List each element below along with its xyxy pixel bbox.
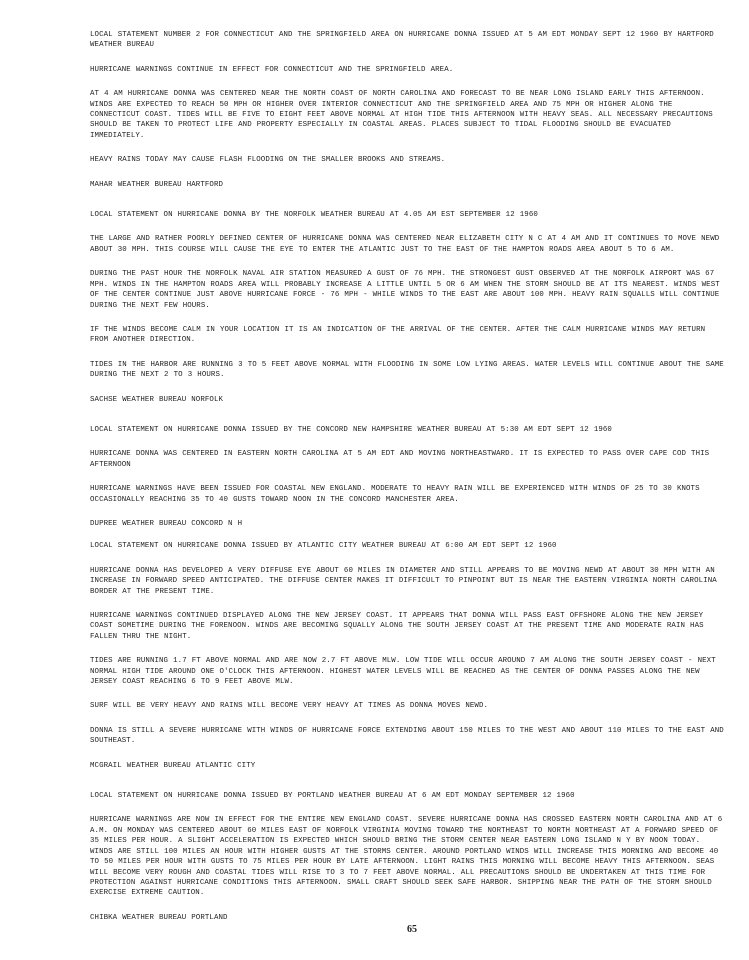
statement-norfolk: [90, 210, 725, 405]
statement-paragraph: TIDES ARE RUNNING 1.7 FT ABOVE NORMAL AND ARE NOW 2.7 FT ABOVE MLW. LOW TIDE WILL OCCUR AROUND 7 AM ALONG THE SOUTH JERSEY COAST - NEXT NORMAL HIGH TIDE AROUND ONE O'CLOCK THIS AFTERNOON. HIGHEST WATER LEVELS WILL BE REACHED AS THE CENTER OF DONNA PASSES ALONG THE NEW JERSEY COAST REACHING 6 TO 9 FEET ABOVE MLW.: [90, 657, 716, 687]
statement-signature: DUPREE WEATHER BUREAU CONCORD N H: [90, 519, 243, 528]
statement-header: LOCAL STATEMENT ON HURRICANE DONNA ISSUED BY PORTLAND WEATHER BUREAU AT 6 AM EDT MONDAY SEPTEMBER 12 1960: [90, 792, 575, 801]
statement-paragraph: HURRICANE WARNINGS HAVE BEEN ISSUED FOR COASTAL NEW ENGLAND. MODERATE TO HEAVY RAIN WILL BE EXPERIENCED WITH WINDS OF 25 TO 30 KNOTS OCCASIONALLY REACHING 35 TO 40 GUSTS TOWARD NOON IN THE CONCORD MANCHESTER AREA.: [90, 485, 700, 504]
statement-header: LOCAL STATEMENT ON HURRICANE DONNA BY THE NORFOLK WEATHER BUREAU AT 4.05 AM EST SEPTEMBER 12 1960: [90, 211, 538, 220]
statement-paragraph: HURRICANE WARNINGS CONTINUE IN EFFECT FOR CONNECTICUT AND THE SPRINGFIELD AREA.: [90, 65, 454, 74]
statement-signature: CHIBKA WEATHER BUREAU PORTLAND: [90, 913, 228, 922]
statement-signature: MAHAR WEATHER BUREAU HARTFORD: [90, 180, 224, 189]
statement-hartford: [90, 30, 725, 190]
statement-header: LOCAL STATEMENT NUMBER 2 FOR CONNECTICUT AND THE SPRINGFIELD AREA ON HURRICANE DONNA ISSUED AT 5 AM EDT MONDAY SEPT 12 1960 BY HARTFORD WEATHER BUREAU: [90, 31, 714, 50]
statement-header: LOCAL STATEMENT ON HURRICANE DONNA ISSUED BY THE CONCORD NEW HAMPSHIRE WEATHER BUREAU AT 5:30 AM EDT SEPT 12 1960: [90, 425, 612, 434]
statement-paragraph: HURRICANE WARNINGS CONTINUED DISPLAYED ALONG THE NEW JERSEY COAST. IT APPEARS THAT DONNA WILL PASS EAST OFFSHORE ALONG THE NEW JERSEY COAST SOMETIME DURING THE FORENOON. WINDS ARE BECOMING SQUALLY ALONG THE SOUTH JERSEY COAST AT THE PRESENT TIME AND MODERATE RAIN HAS FALLEN THRU THE NIGHT.: [90, 612, 704, 641]
statement-concord: [90, 425, 725, 529]
statement-paragraph: AT 4 AM HURRICANE DONNA WAS CENTERED NEAR THE NORTH COAST OF NORTH CAROLINA AND FORECAST TO BE NEAR LONG ISLAND EARLY THIS AFTERNOON. WINDS ARE EXPECTED TO REACH 50 MPH OR HIGHER OVER INTERIOR CONNECTICUT AND THE SPRINGFIELD AREA AND 75 MPH OR HIGHER ALONG THE CONNECTICUT COAST. TIDES WILL BE FIVE TO EIGHT FEET ABOVE NORMAL AT HIGH TIDE THIS AFTERNOON WITH HEAVY SEAS. ALL NECESSARY PRECAUTIONS SHOULD BE TAKEN TO PROTECT LIFE AND PROPERTY ESPECIALLY IN COASTAL AREAS. PLACES SUBJECT TO TIDAL FLOODING SHOULD BE EVACUATED IMMEDIATELY.: [90, 90, 713, 140]
statement-portland: [90, 791, 725, 923]
statement-signature: SACHSE WEATHER BUREAU NORFOLK: [90, 395, 224, 404]
statement-paragraph: HEAVY RAINS TODAY MAY CAUSE FLASH FLOODING ON THE SMALLER BROOKS AND STREAMS.: [90, 156, 446, 165]
statement-header: LOCAL STATEMENT ON HURRICANE DONNA ISSUED BY ATLANTIC CITY WEATHER BUREAU AT 6:00 AM EDT SEPT 12 1960: [90, 542, 557, 551]
statement-paragraph: TIDES IN THE HARBOR ARE RUNNING 3 TO 5 FEET ABOVE NORMAL WITH FLOODING IN SOME LOW LYING AREAS. WATER LEVELS WILL CONTINUE ABOUT THE SAME DURING THE NEXT 2 TO 3 HOURS.: [90, 360, 724, 380]
statement-paragraph: DONNA IS STILL A SEVERE HURRICANE WITH WINDS OF HURRICANE FORCE EXTENDING ABOUT 150 MILES TO THE WEST AND ABOUT 110 MILES TO THE EAST AND SOUTHEAST.: [90, 726, 724, 746]
statement-paragraph: HURRICANE DONNA WAS CENTERED IN EASTERN NORTH CAROLINA AT 5 AM EDT AND MOVING NORTHEASTWARD. IT IS EXPECTED TO PASS OVER CAPE COD THIS AFTERNOON: [90, 450, 710, 469]
statement-paragraph: THE LARGE AND RATHER POORLY DEFINED CENTER OF HURRICANE DONNA WAS CENTERED NEAR ELIZABETH CITY N C AT 4 AM AND IT CONTINUES TO MOVE NEWD ABOUT 30 MPH. THIS COURSE WILL CAUSE THE EYE TO ENTER THE ATLANTIC JUST TO THE EAST OF THE HAMPTON ROADS AREA ABOUT 5 TO 6 AM.: [90, 235, 720, 254]
page-number: 65: [407, 924, 417, 935]
statement-paragraph: HURRICANE DONNA HAS DEVELOPED A VERY DIFFUSE EYE ABOUT 60 MILES IN DIAMETER AND STILL APPEARS TO BE MOVING NEWD AT ABOUT 30 MPH WITH AN INCREASE IN FORWARD SPEED ANTICIPATED. THE DIFFUSE CENTER MAKES IT DIFFICULT TO PINPOINT BUT IS NEAR THE EASTERN VIRGINIA NORTH CAROLINA BORDER AT THE PRESENT TIME.: [90, 566, 717, 596]
statement-paragraph: SURF WILL BE VERY HEAVY AND RAINS WILL BECOME VERY HEAVY AT TIMES AS DONNA MOVES NEWD.: [90, 702, 489, 711]
statement-paragraph: DURING THE PAST HOUR THE NORFOLK NAVAL AIR STATION MEASURED A GUST OF 76 MPH. THE STRONGEST GUST OBSERVED AT THE NORFOLK AIRPORT WAS 67 MPH. WINDS IN THE HAMPTON ROADS AREA WILL PROBABLY INCREASE A LITTLE UNTIL 5 OR 6 AM WHEN THE STORM SHOULD BE AT ITS NEAREST. WINDS WEST OF THE CENTER CONTINUE JUST ABOVE HURRICANE FORCE - 76 MPH - WHILE WINDS TO THE EAST ARE ABOUT 100 MPH. HEAVY RAIN SQUALLS WILL CONTINUE DURING THE NEXT FEW HOURS.: [90, 270, 720, 310]
statement-paragraph: HURRICANE WARNINGS ARE NOW IN EFFECT FOR THE ENTIRE NEW ENGLAND COAST. SEVERE HURRICANE DONNA HAS CROSSED EASTERN NORTH CAROLINA AND AT 6 A.M. ON MONDAY WAS CENTERED ABOUT 60 MILES EAST OF NORFOLK VIRGINIA MOVING TOWARD THE NORTHEAST TO NORTH NORTHEAST AT A FORWARD SPEED OF 35 MILES PER HOUR. A SLIGHT ACCELERATION IS EXPECTED WHICH SHOULD BRING THE STORM CENTER NEAR EASTERN LONG ISLAND N Y BY NOON TODAY. WINDS ARE STILL 100 MILES AN HOUR WITH HIGHER GUSTS AT THE STORMS CENTER. AROUND PORTLAND WINDS WILL INCREASE THIS MORNING AND BECOME 40 TO 50 MILES PER HOUR WITH GUSTS TO 75 MILES PER HOUR BY LATE AFTERNOON. LIGHT RAINS THIS MORNING WILL BECOME HEAVY THIS AFTERNOON. SEAS WILL BECOME VERY ROUGH AND COASTAL TIDES WILL RISE TO 3 TO 7 FEET ABOVE NORMAL. ALL PRECAUTIONS SHOULD BE UNDERTAKEN AT THIS TIME FOR PROTECTION AGAINST HURRICANE CONDITIONS THIS AFTERNOON. SMALL CRAFT SHOULD SEEK SAFE HARBOR. SHIPPING NEAR THE PATH OF THE STORM SHOULD EXERCISE EXTREME CAUTION.: [90, 816, 723, 898]
statement-atlantic-city: [90, 541, 725, 771]
statement-paragraph: IF THE WINDS BECOME CALM IN YOUR LOCATION IT IS AN INDICATION OF THE ARRIVAL OF THE CENTER. AFTER THE CALM HURRICANE WINDS MAY RETURN FROM ANOTHER DIRECTION.: [90, 325, 706, 345]
statement-signature: MCGRAIL WEATHER BUREAU ATLANTIC CITY: [90, 761, 256, 770]
